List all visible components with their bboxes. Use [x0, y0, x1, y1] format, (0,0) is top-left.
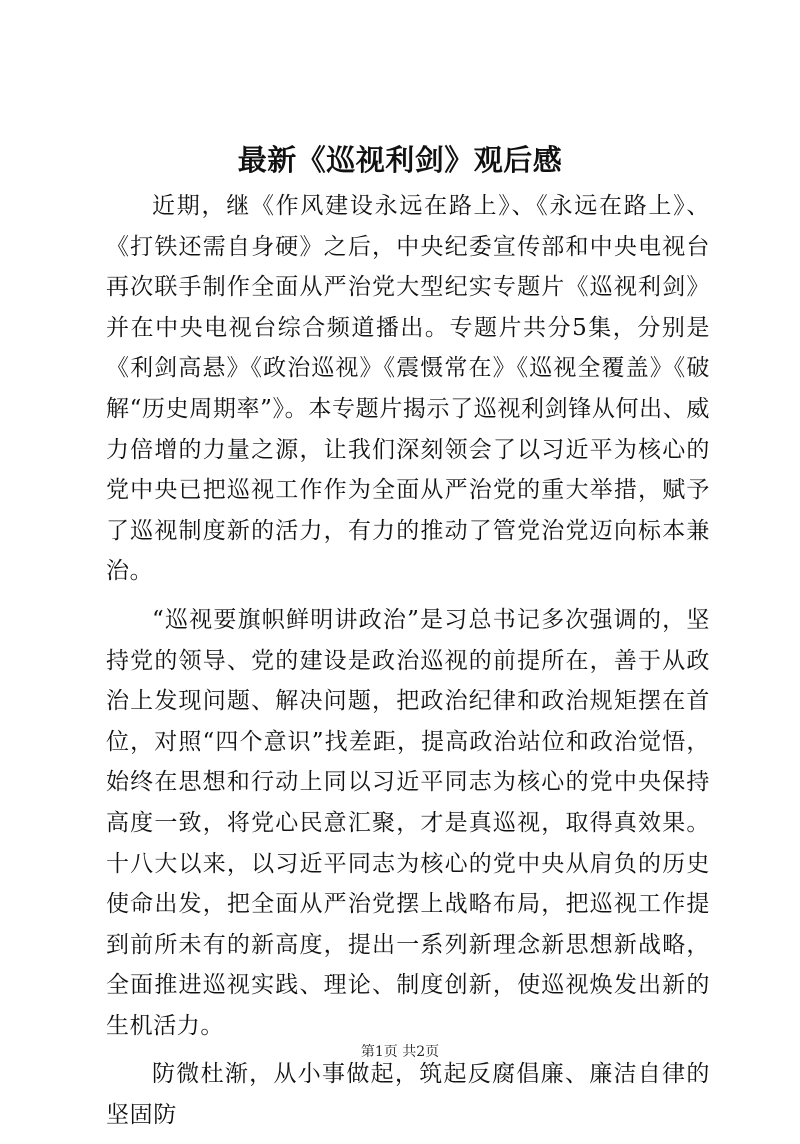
paragraph-3: 防微杜渐，从小事做起，筑起反腐倡廉、廉洁自律的坚固防: [106, 1061, 710, 1129]
document-body: [106, 186, 710, 1144]
page-number-footer: 第1页 共2页: [360, 1044, 440, 1060]
paragraph-2: “巡视要旗帜鲜明讲政治”是习总书记多次强调的，坚持党的领导、党的建设是政治巡视的前提所在，善于从政治上发现问题、解决问题，把政治纪律和政治规矩摆在首位，对照“四个意识”找差距，提高政治站位和政治觉悟，始终在思想和行动上同以习近平同志为核心的党中央保持高度一致，将党心民意汇聚，才是真巡视，取得真效果。十八大以来，以习近平同志为核心的党中央从肩负的历史使命出发，把全面从严治党摆上战略布局，把巡视工作提到前所未有的新高度，提出一系列新理念新思想新战略，全面推进巡视实践、理论、制度创新，使巡视焕发出新的生机活力。: [106, 606, 710, 1039]
page-title: 最新《巡视利剑》观后感: [237, 143, 563, 177]
paragraph-1: 近期，继《作风建设永远在路上》、《永远在路上》、《打铁还需自身硬》之后，中央纪委宣传部和中央电视台再次联手制作全面从严治党大型纪实专题片《巡视利剑》并在中央电视台综合频道播出。专题片共分5集，分别是《利剑高悬》《政治巡视》《震慑常在》《巡视全覆盖》《破解“历史周期率”》。本专题片揭示了巡视利剑锋从何出、威力倍增的力量之源，让我们深刻领会了以习近平为核心的党中央已把巡视工作作为全面从严治党的重大举措，赋予了巡视制度新的活力，有力的推动了管党治党迈向标本兼治。: [106, 193, 710, 585]
